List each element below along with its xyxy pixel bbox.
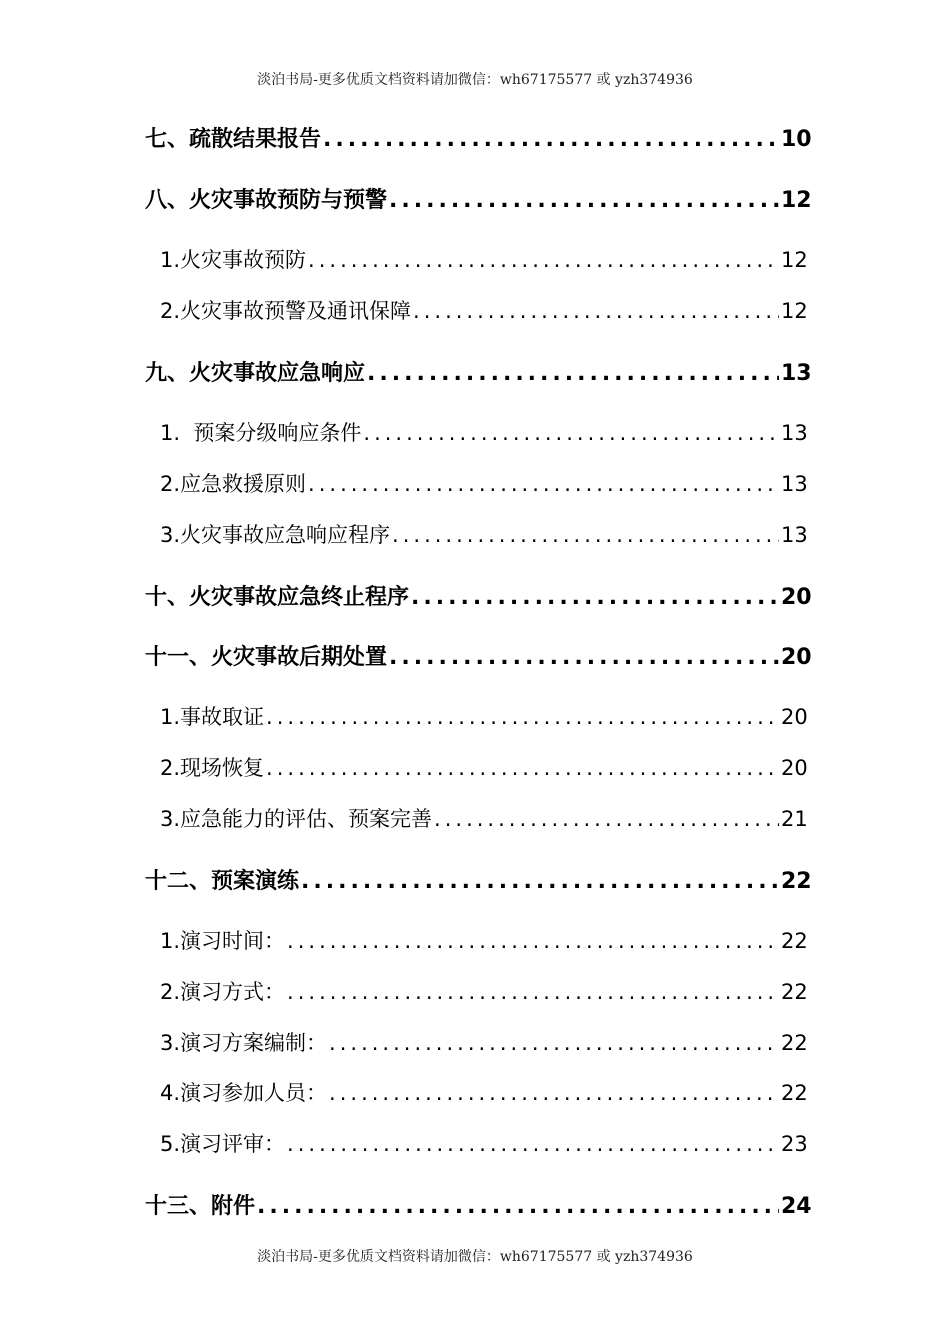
toc-dot-leader [329, 1081, 779, 1105]
toc-entry-page: 20 [781, 705, 808, 729]
toc-entry-title: 应急能力的评估、预案完善 [180, 807, 433, 831]
toc-entry-page: 12 [781, 299, 808, 323]
toc-entry-section-8[interactable] [145, 183, 812, 214]
toc-dot-leader [413, 299, 779, 323]
toc-entry-title: 预案分级响应条件 [180, 421, 362, 445]
toc-dot-leader [363, 421, 779, 445]
toc-entry-number: 九、 [145, 361, 190, 386]
page-header: 淡泊书局-更多优质文档资料请加微信：wh67175577 或 yzh374936 [257, 72, 693, 88]
toc-entry-9-2[interactable] [145, 468, 807, 498]
toc-entry-9-3[interactable] [145, 519, 807, 549]
toc-entry-page: 10 [781, 127, 812, 152]
toc-dot-leader [287, 1132, 779, 1156]
toc-entry-section-7[interactable] [145, 122, 812, 153]
toc-dot-leader [367, 361, 779, 386]
toc-entry-section-12[interactable] [145, 864, 812, 895]
toc-entry-page: 24 [781, 1194, 812, 1219]
toc-dot-leader [392, 523, 779, 547]
toc-entry-page: 22 [781, 869, 812, 894]
toc-entry-number: 2. [160, 472, 181, 496]
toc-entry-8-1[interactable] [145, 244, 807, 274]
toc-dot-leader [411, 585, 779, 610]
toc-entry-title: 火灾事故应急终止程序 [189, 585, 410, 610]
toc-entry-page: 12 [781, 188, 812, 213]
toc-entry-number: 2. [160, 299, 181, 323]
toc-entry-number: 十一、 [145, 645, 212, 670]
toc-entry-number: 十二、 [145, 869, 212, 894]
toc-entry-page: 22 [781, 929, 808, 953]
toc-entry-title: 事故取证 [180, 705, 265, 729]
toc-entry-number: 八、 [145, 188, 190, 213]
toc-entry-title: 演习方式： [180, 980, 286, 1004]
toc-dot-leader [389, 188, 779, 213]
toc-dot-leader [287, 980, 779, 1004]
toc-entry-title: 演习参加人员： [180, 1081, 328, 1105]
toc-entry-title: 火灾事故预警及通讯保障 [180, 299, 412, 323]
toc-dot-leader [308, 472, 779, 496]
toc-entry-title: 预案演练 [211, 869, 300, 894]
toc-entry-section-9[interactable] [145, 356, 812, 387]
toc-dot-leader [323, 127, 779, 152]
toc-entry-title: 火灾事故预防 [180, 248, 307, 272]
toc-entry-title: 火灾事故预防与预警 [189, 188, 388, 213]
toc-entry-page: 22 [781, 1031, 808, 1055]
toc-entry-12-5[interactable] [145, 1128, 807, 1158]
toc-entry-title: 现场恢复 [180, 756, 265, 780]
toc-entry-number: 3. [160, 807, 181, 831]
toc-entry-number: 2. [160, 756, 181, 780]
toc-dot-leader [389, 645, 779, 670]
toc-entry-title: 演习时间： [180, 929, 286, 953]
toc-entry-11-3[interactable] [145, 803, 807, 833]
toc-entry-page: 22 [781, 980, 808, 1004]
toc-entry-title: 应急救援原则 [180, 472, 307, 496]
toc-entry-title: 火灾事故后期处置 [211, 645, 388, 670]
toc-entry-12-2[interactable] [145, 976, 807, 1006]
toc-entry-number: 2. [160, 980, 181, 1004]
toc-entry-number: 十、 [145, 585, 190, 610]
toc-entry-number: 3. [160, 523, 181, 547]
toc-entry-title: 火灾事故应急响应程序 [180, 523, 391, 547]
toc-entry-number: 1. [160, 705, 181, 729]
toc-entry-number: 3. [160, 1031, 181, 1055]
toc-entry-page: 12 [781, 248, 808, 272]
toc-entry-number: 1. [160, 248, 181, 272]
toc-entry-12-1[interactable] [145, 925, 807, 955]
toc-entry-number: 1. [160, 929, 181, 953]
toc-entry-title: 附件 [211, 1194, 256, 1219]
toc-entry-8-2[interactable] [145, 295, 807, 325]
toc-entry-page: 13 [781, 523, 808, 547]
toc-entry-page: 20 [781, 645, 812, 670]
toc-entry-number: 1. [160, 421, 181, 445]
toc-entry-page: 22 [781, 1081, 808, 1105]
toc-entry-title: 火灾事故应急响应 [189, 361, 366, 386]
toc-entry-page: 20 [781, 756, 808, 780]
toc-entry-page: 20 [781, 585, 812, 610]
toc-entry-section-11[interactable] [145, 640, 812, 671]
toc-entry-title: 演习方案编制： [180, 1031, 328, 1055]
toc-entry-page: 21 [781, 807, 808, 831]
toc-dot-leader [266, 756, 779, 780]
toc-entry-number: 5. [160, 1132, 181, 1156]
toc-entry-number: 4. [160, 1081, 181, 1105]
toc-dot-leader [329, 1031, 779, 1055]
toc-dot-leader [287, 929, 779, 953]
toc-dot-leader [308, 248, 779, 272]
toc-dot-leader [301, 869, 779, 894]
toc-dot-leader [266, 705, 779, 729]
toc-entry-page: 13 [781, 361, 812, 386]
page-footer: 淡泊书局-更多优质文档资料请加微信：wh67175577 或 yzh374936 [257, 1249, 693, 1265]
toc-entry-page: 13 [781, 472, 808, 496]
toc-entry-11-1[interactable] [145, 701, 807, 731]
toc-dot-leader [257, 1194, 779, 1219]
toc-entry-12-4[interactable] [145, 1077, 807, 1107]
toc-entry-title: 演习评审： [180, 1132, 286, 1156]
toc-dot-leader [434, 807, 779, 831]
toc-entry-title: 疏散结果报告 [189, 127, 322, 152]
toc-entry-number: 七、 [145, 127, 190, 152]
toc-entry-9-1[interactable] [145, 417, 807, 447]
toc-entry-11-2[interactable] [145, 752, 807, 782]
toc-entry-section-10[interactable] [145, 580, 812, 611]
toc-entry-number: 十三、 [145, 1194, 212, 1219]
toc-entry-page: 23 [781, 1132, 808, 1156]
toc-entry-section-13[interactable] [145, 1189, 812, 1220]
toc-entry-12-3[interactable] [145, 1027, 807, 1057]
toc-entry-page: 13 [781, 421, 808, 445]
